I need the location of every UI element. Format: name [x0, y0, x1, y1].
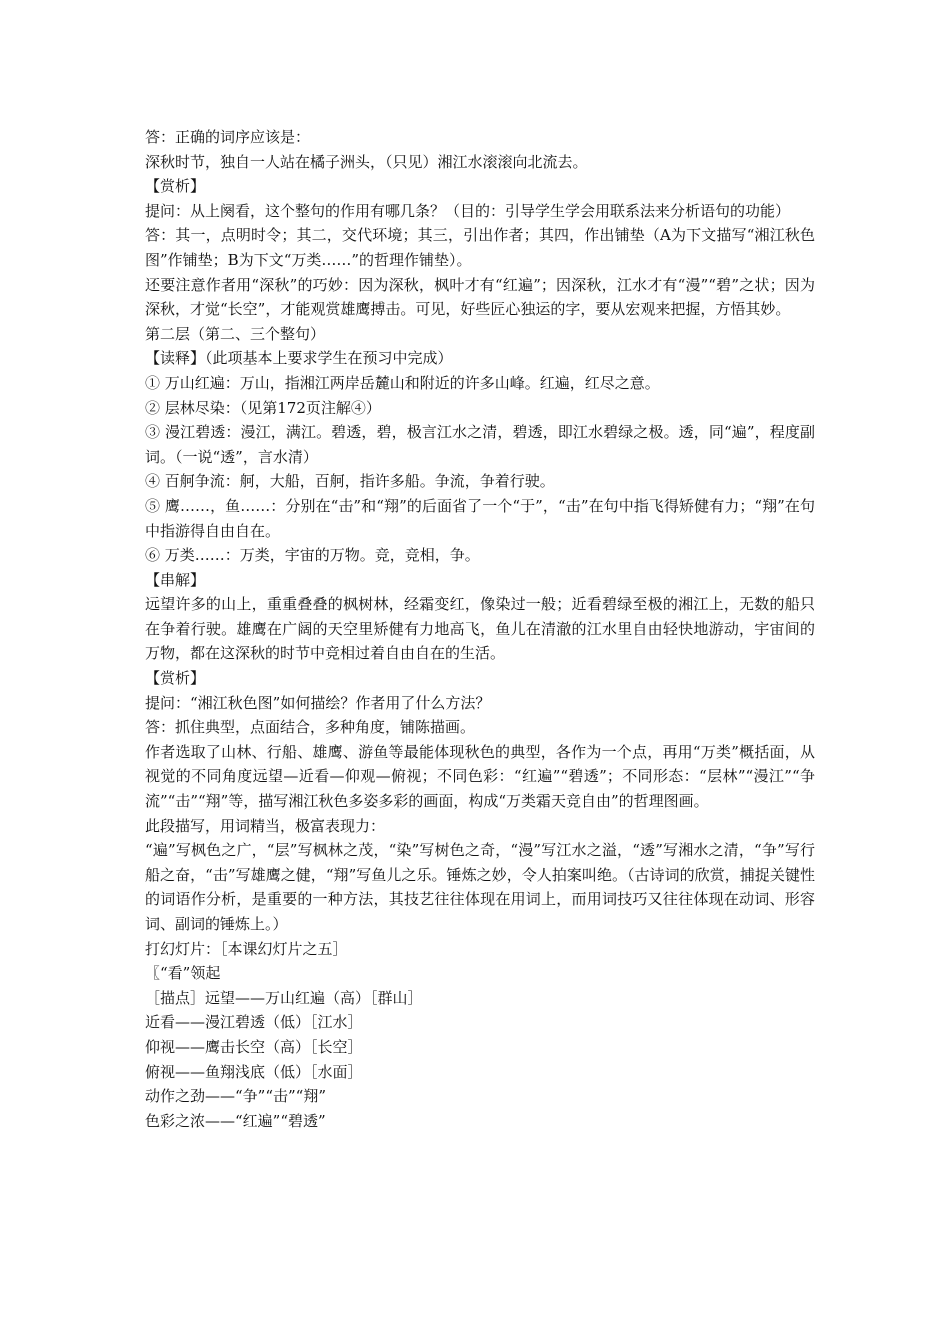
slide-line: 近看——漫江碧透（低）［江水］ — [145, 1013, 363, 1032]
slide-line: 〖“看”领起 — [145, 964, 221, 983]
slide-line: 色彩之浓——“红遍”“碧透” — [145, 1111, 326, 1130]
gloss-item: ⑤ 鹰……，鱼……：分别在“击”和“翔”的后面省了一个“于”，“击”在句中指飞得矫健有力；“翔”在句中指游得自由自在。 — [145, 496, 815, 540]
slide-heading: 打幻灯片：［本课幻灯片之五］ — [145, 939, 348, 958]
section-heading-reading: 【读释】（此项基本上要求学生在预习中完成） — [145, 349, 453, 368]
answer-functions: 答：其一，点明时令；其二，交代环境；其三，引出作者；其四，作出铺垫（A为下文描写“湘江秋色图”作铺垫；B为下文“万类……”的哲理作铺垫）。 — [145, 226, 815, 269]
gloss-item: ③ 漫江碧透：漫江，满江。碧透，碧，极言江水之清，碧透，即江水碧绿之极。透，同“遍”，程度副词。（一说“透”，言水清） — [145, 423, 815, 466]
document-body — [145, 125, 815, 1133]
slide-line: 仰视——鹰击长空（高）［长空］ — [145, 1037, 363, 1056]
gloss-item: ④ 百舸争流：舸，大船，百舸，指许多船。争流，争着行驶。 — [145, 472, 555, 491]
gloss-item: ② 层林尽染：（见第172页注解④） — [145, 398, 381, 417]
word-choice-intro: 此段描写，用词精当，极富表现力： — [145, 816, 386, 835]
section-heading-explanation: 【串解】 — [145, 570, 206, 589]
analysis-paragraph: 作者选取了山林、行船、雄鹰、游鱼等最能体现秋色的典型，各作为一个点，再用“万类”概括面，从视觉的不同角度远望—近看—仰观—俯视；不同色彩：“红遍”“碧透”；不同形态：“层林”“漫江”“争流”“击”“翔”等，描写湘江秋色多姿多彩的画面，构成“万类霜天竞自由”的哲理图画。 — [145, 742, 815, 811]
gloss-item: ⑥ 万类……：万类，宇宙的万物。竞，竞相，争。 — [145, 546, 480, 565]
answer-intro: 答：正确的词序应该是： — [145, 128, 311, 146]
gloss-item: ① 万山红遍：万山，指湘江两岸岳麓山和附近的许多山峰。红遍，红尽之意。 — [145, 373, 660, 392]
word-order-answer: 深秋时节，独自一人站在橘子洲头，（只见）湘江水滚滚向北流去。 — [145, 152, 588, 171]
word-choice-paragraph: “遍”写枫色之广，“层”写枫林之茂，“染”写树色之奇，“漫”写江水之溢，“透”写湘水之清，“争”写行船之奋，“击”写雄鹰之健，“翔”写鱼儿之乐。锤炼之妙，令人拍案叫绝。（古诗词的欣赏，捕捉关键性的词语作分析，是重要的一种方法，其技艺往往体现在用词上，而用词技巧又往往体现在动词、形容词、副词的锤炼上。） — [145, 841, 815, 933]
section-heading-appreciation: 【赏析】 — [145, 177, 206, 196]
question-method: 提问：“湘江秋色图”如何描绘？作者用了什么方法？ — [145, 693, 491, 712]
section-heading-appreciation: 【赏析】 — [145, 669, 206, 688]
explanation-paragraph: 远望许多的山上，重重叠叠的枫树林，经霜变红，像染过一般；近看碧绿至极的湘江上，无数的船只在争着行驶。雄鹰在广阔的天空里矫健有力地高飞，鱼儿在清澈的江水里自由轻快地游动，宇宙间的万物，都在这深秋的时节中竞相过着自由自在的生活。 — [145, 595, 815, 663]
slide-line: 俯视——鱼翔浅底（低）［水面］ — [145, 1062, 363, 1081]
question-purpose: 提问：从上阕看，这个整句的作用有哪几条？（目的：引导学生学会用联系法来分析语句的功能） — [145, 201, 791, 220]
answer-method: 答：抓住典型，点面结合，多种角度，铺陈描画。 — [145, 718, 476, 737]
note-deep-autumn: 还要注意作者用“深秋”的巧妙：因为深秋，枫叶才有“红遍”；因深秋，江水才有“漫”“碧”之状；因为深秋，才觉“长空”，才能观赏雄鹰搏击。可见，好些匠心独运的字，要从宏观来把握，方悟其妙。 — [145, 275, 815, 319]
layer-two-heading: 第二层（第二、三个整句） — [145, 324, 326, 343]
slide-line: 动作之劲——“争”“击”“翔” — [145, 1087, 327, 1106]
slide-line: ［描点］远望——万山红遍（高）［群山］ — [145, 988, 423, 1007]
